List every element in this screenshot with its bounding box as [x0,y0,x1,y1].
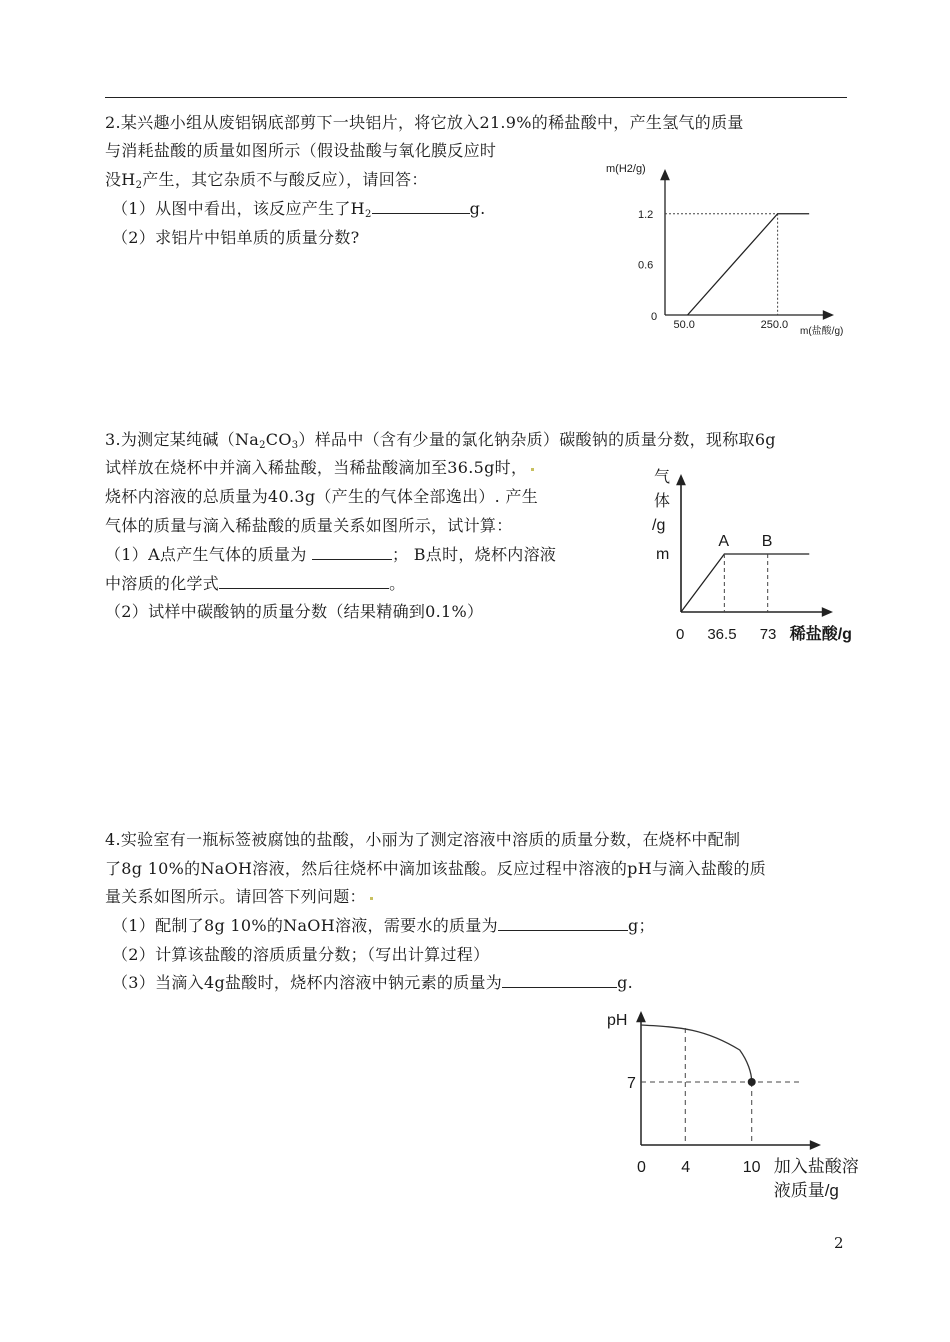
q3-line-2: 试样放在烧杯中并滴入稀盐酸，当稀盐酸滴加至36.5g时， [105,457,534,479]
tick-label: 10 [742,1159,761,1176]
x-axis-label: 加入盐酸溶 [773,1157,859,1176]
x-axis-arrow-icon [823,310,834,320]
q2-sub-question-1: （1）从图中看出，该反应产生了$H_2$ g. [112,199,486,220]
q3-line-7: （2）试样中碳酸钠的质量分数（结果精确到0.1%） [105,602,484,621]
y-axis-label: 体 [654,493,671,510]
q4-sub-question-1: （1）配制了8g 10%的NaOH溶液，需要水的质量为 g； [112,916,655,935]
tick-label: 36.5 [707,626,737,643]
y-axis-label: 气 [654,469,671,486]
series-line [681,554,809,612]
x-axis-label: 液质量/g [773,1181,839,1200]
speck [531,468,534,471]
point-label-a: A [718,533,730,550]
page-number: 2 [834,1234,844,1252]
tick-label: 0 [637,1159,646,1176]
tick-label: 0 [676,626,685,643]
q3-line-4: 气体的质量与滴入稀盐酸的质量关系如图所示，试计算： [105,516,513,535]
y-axis-label: pH [607,1012,628,1029]
chart-ph [605,1005,859,1205]
x-axis-label: m(盐酸/g) [800,326,844,337]
y-axis-arrow-icon [636,1011,646,1022]
y-axis-arrow-icon [660,169,670,180]
x-axis-arrow-icon [810,1140,821,1150]
q2-line-2: 与消耗盐酸的质量如图所示（假设盐酸与氧化膜反应时 [105,141,497,160]
series-line [688,214,810,315]
tick-label: 0 [651,311,658,323]
tick-label: 7 [627,1075,636,1092]
answer-blank[interactable] [219,573,389,589]
q3-line-3: 烧杯内溶液的总质量为40.3g（产生的气体全部逸出）. 产生 [105,487,539,506]
y-axis-label: m(H2/g) [606,163,646,175]
q4-sub-question-3: （3）当滴入4g盐酸时，烧杯内溶液中钠元素的质量为 g. [112,973,634,992]
ph-curve [641,1025,752,1082]
x-axis-label: 稀盐酸/g [789,626,852,643]
y-axis-label: /g [652,517,666,534]
answer-blank[interactable] [372,198,470,214]
x-axis-arrow-icon [822,607,833,617]
q2-sub-question-2: （2）求铝片中铝单质的质量分数? [112,228,360,247]
tick-label: 4 [681,1159,691,1176]
q4-sub-question-2: （2）计算该盐酸的溶质质量分数；（写出计算过程） [112,945,490,964]
tick-label: m [656,546,670,563]
q4-line-2: 了8g 10%的NaOH溶液，然后往烧杯中滴加该盐酸。反应过程中溶液的pH与滴入盐酸的质 [105,859,767,878]
answer-blank[interactable] [312,544,392,560]
speck [370,897,373,900]
answer-blank[interactable] [502,972,617,988]
q3-line-1: 3.为测定某纯碱$(Na_2CO_3)$样品中（含有少量的氯化钠杂质）碳酸钠的质量分数，现称取6g [105,430,776,451]
q3-line-5: （1）A点产生气体的质量为 ； B点时，烧杯内溶液 [105,545,557,564]
q2-line-1: 2.某兴趣小组从废铝锅底部剪下一块铝片，将它放入21.9%的稀盐酸中，产生氢气的质量 [105,113,744,132]
tick-label: 1.2 [638,208,654,221]
tick-label: 0.6 [638,259,654,272]
tick-label: 50.0 [673,319,695,331]
top-rule [105,97,847,98]
tick-label: 250.0 [760,319,789,331]
q4-line-3: 量关系如图所示。请回答下列问题： [105,886,373,908]
data-point [748,1078,756,1086]
q3-line-6: 中溶质的化学式 。 [105,574,406,593]
y-axis-arrow-icon [676,474,686,485]
answer-blank[interactable] [498,915,628,931]
chart-gas-mass [648,462,852,647]
point-label-b: B [761,533,773,550]
tick-label: 73 [759,626,777,643]
q4-line-1: 4.实验室有一瓶标签被腐蚀的盐酸，小丽为了测定溶液中溶质的质量分数，在烧杯中配制 [105,830,741,849]
q2-line-3: 没$H_2$产生，其它杂质不与酸反应），请回答： [105,170,428,191]
chart-h2-mass [606,155,850,355]
